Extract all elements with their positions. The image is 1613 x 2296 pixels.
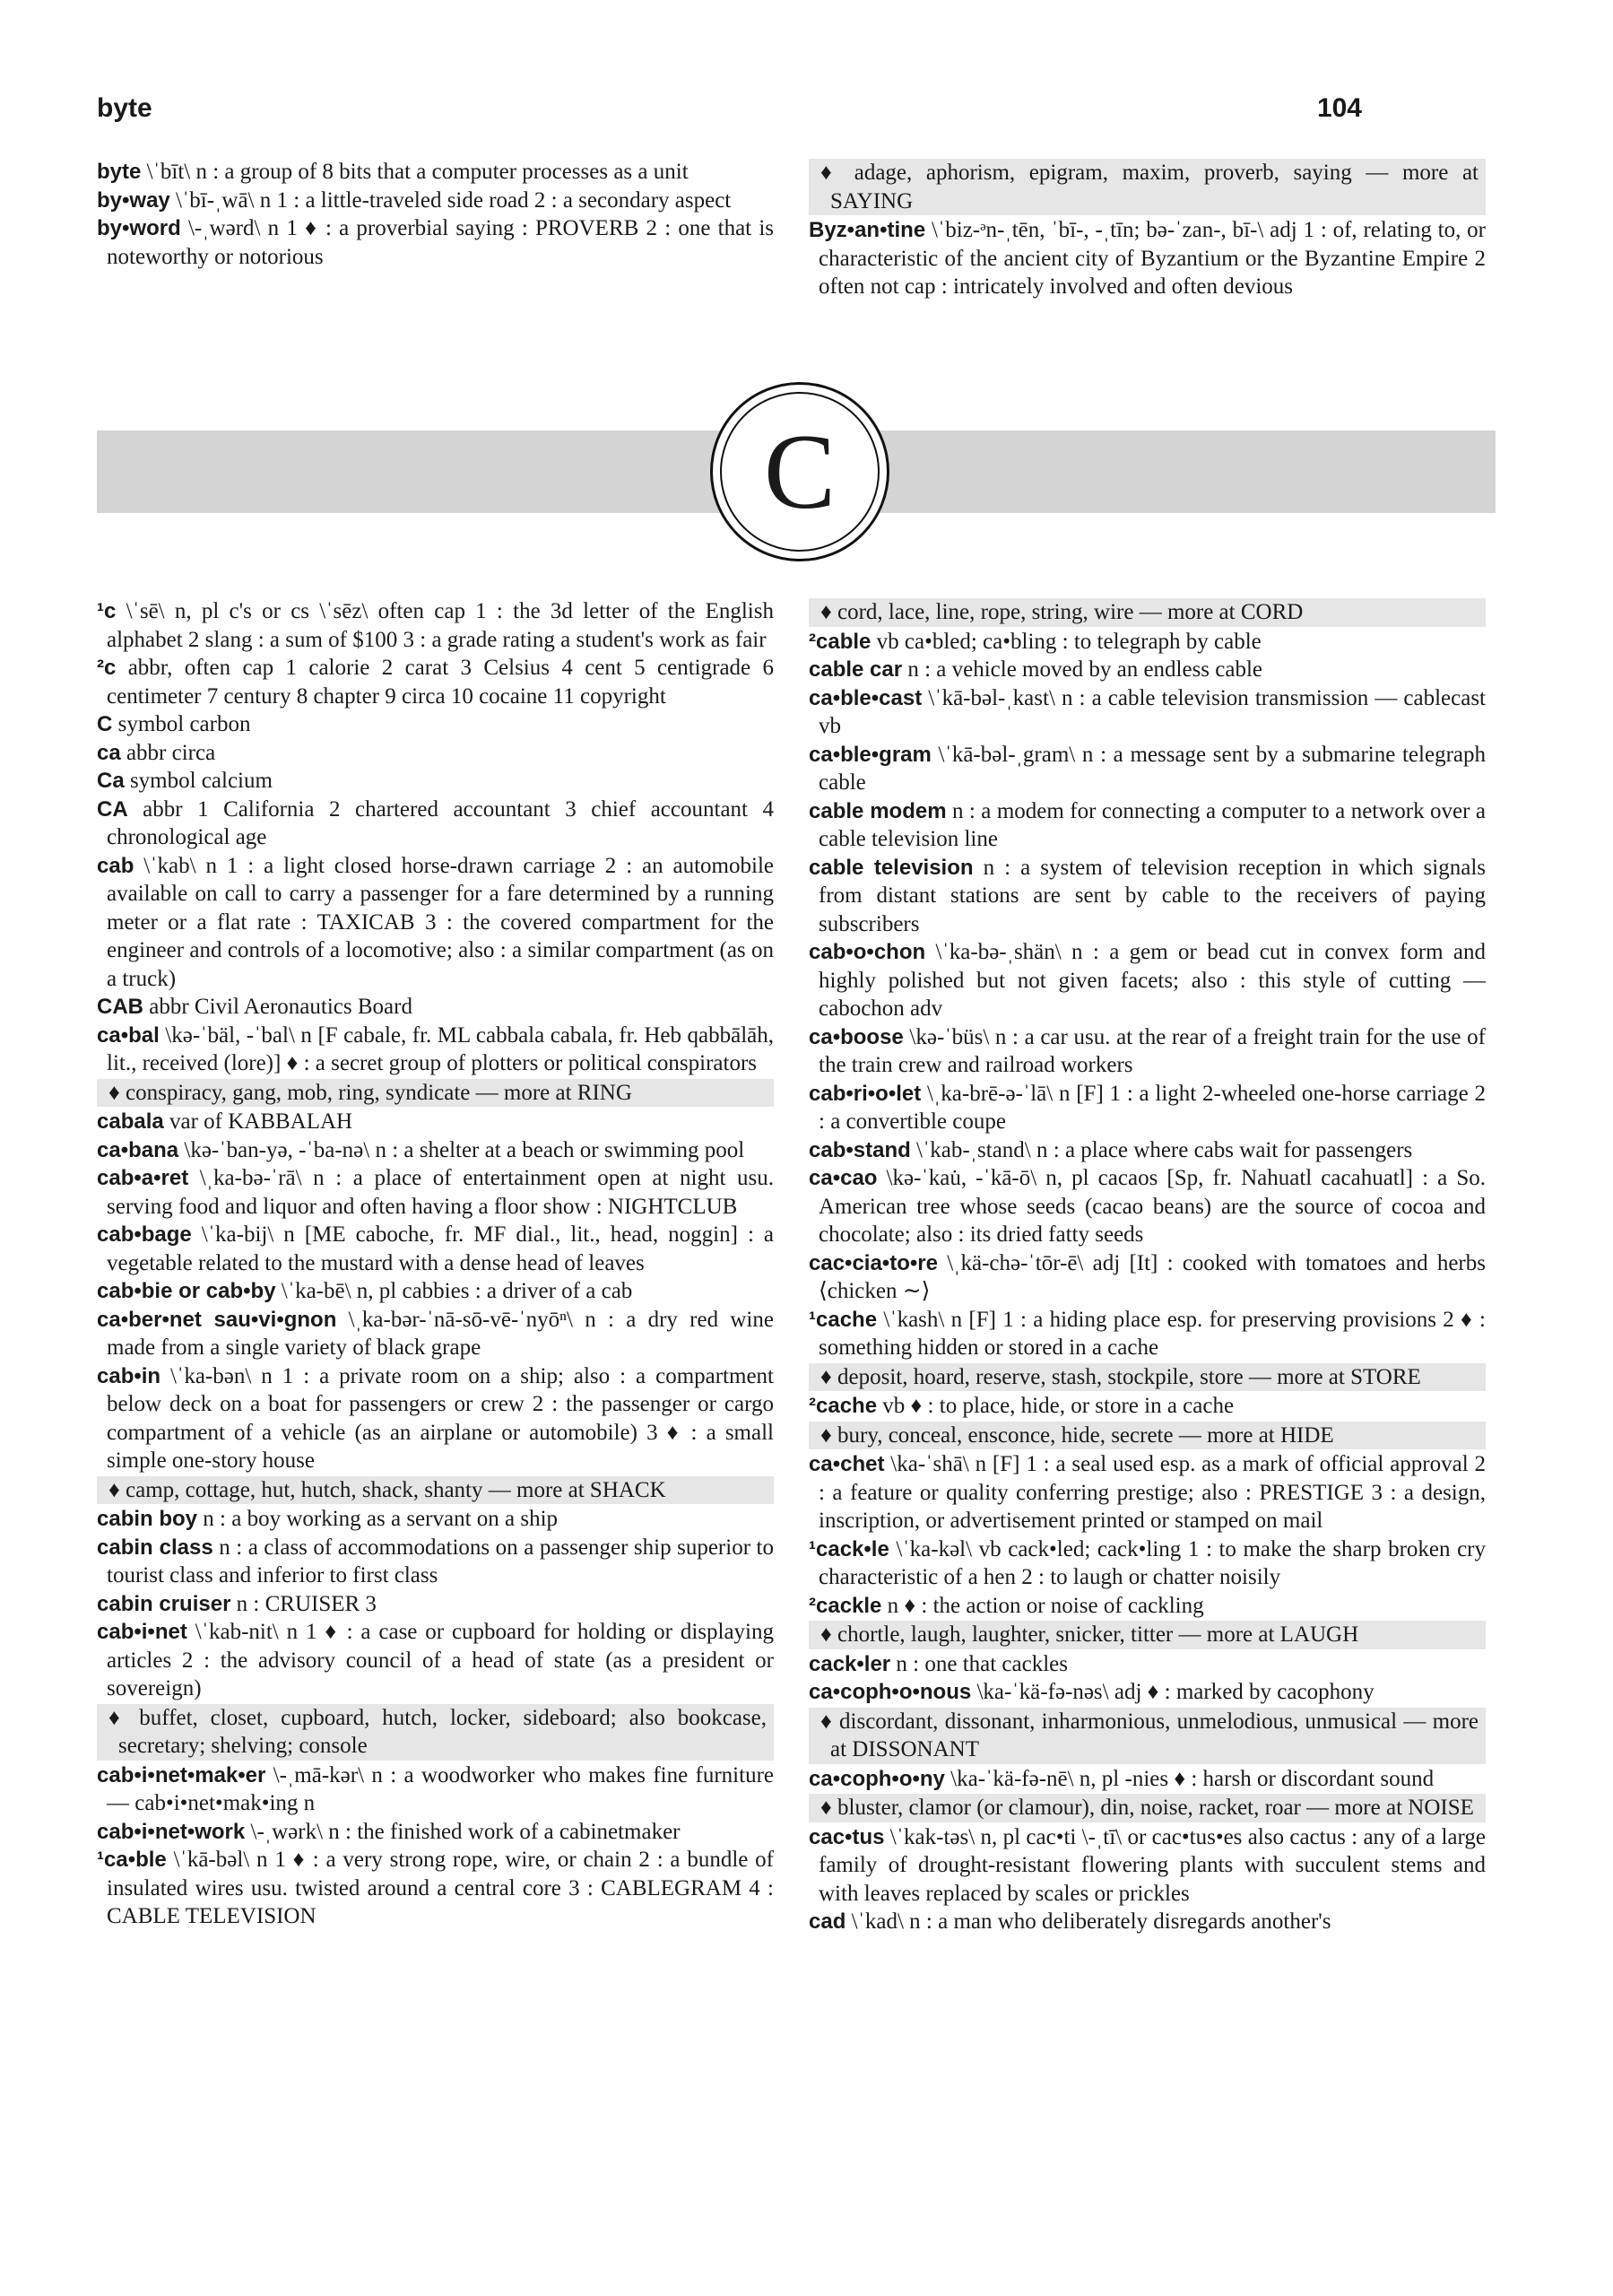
- headword: cad: [809, 1909, 846, 1934]
- definition: \ˈbīt\ n : a group of 8 bits that a computer processes as a unit: [141, 160, 689, 184]
- headword: ca•bana: [97, 1137, 179, 1162]
- synonym-box: [809, 1422, 1486, 1450]
- definition: abbr 1 California 2 chartered accountant 3 chief accountant 4 chronological age: [107, 796, 774, 849]
- dictionary-entry: [809, 1249, 1486, 1306]
- page-number: 104: [1316, 93, 1362, 123]
- dictionary-entry: [97, 852, 774, 994]
- dictionary-entry: [809, 1164, 1486, 1249]
- synonym-list: ♦ conspiracy, gang, mob, ring, syndicate — more at RING: [108, 1080, 632, 1105]
- definition: \ˈbiz-ᵊn-ˌtēn, ˈbī-, -ˌtīn; bə-ˈzan-, bī-\ adj 1 : of, relating to, or characteristic of the ancient city of Byzantium or the Byzantine Empire 2 often not cap : intricately involved and often devious: [819, 218, 1486, 299]
- headword: cab•bage: [97, 1222, 192, 1247]
- dictionary-entry: [809, 1535, 1486, 1592]
- left-column: [97, 597, 774, 1931]
- definition: \ˈkab\ n 1 : a light closed horse-drawn carriage 2 : an automobile available on call to carry a passenger for a fare determined by a running meter or a flat rate : TAXICAB 3 : the covered compartment for the engineer and controls of a locomotive; also : a similar compartment (as on a truck): [107, 853, 774, 991]
- headword: cabala: [97, 1109, 164, 1134]
- headword: cack•ler: [809, 1651, 891, 1676]
- dictionary-entry: [809, 1450, 1486, 1535]
- synonym-list: ♦ chortle, laugh, laughter, snicker, titter — more at LAUGH: [820, 1622, 1359, 1647]
- dictionary-entry: [809, 1136, 1486, 1165]
- definition: n : a vehicle moved by an endless cable: [902, 657, 1263, 682]
- headword: ²c: [97, 656, 117, 680]
- headword: CAB: [97, 995, 143, 1019]
- synonym-list: ♦ camp, cottage, hut, hutch, shack, shanty — more at SHACK: [108, 1477, 666, 1502]
- dictionary-entry: [809, 1592, 1486, 1621]
- headword: cac•cia•to•re: [809, 1250, 938, 1275]
- definition: \-ˌmā-kər\ n : a woodworker who makes fine furniture — cab•i•net•mak•ing n: [107, 1762, 774, 1815]
- dictionary-entry: [97, 1362, 774, 1475]
- dictionary-entry: [809, 216, 1486, 301]
- headword: cabin cruiser: [97, 1591, 231, 1616]
- headword: byte: [97, 160, 142, 184]
- dictionary-entry: [809, 1765, 1486, 1794]
- headword: cable television: [809, 855, 974, 880]
- headword: ²cable: [809, 629, 872, 654]
- definition: \ka-ˈkä-fə-nəs\ adj ♦ : marked by cacophony: [971, 1680, 1375, 1704]
- dictionary-entry: [809, 938, 1486, 1023]
- headword: cab•ri•o•let: [809, 1081, 922, 1106]
- definition: \ˌka-bə-ˈrā\ n : a place of entertainment open at night usu. serving food and liquor and often having a floor show : NIGHTCLUB: [107, 1166, 774, 1219]
- definition: \ˈbī-ˌwā\ n 1 : a little-traveled side road 2 : a secondary aspect: [169, 187, 732, 213]
- definition: \ˌka-bər-ˈnā-sō-vē-ˈnyōⁿ\ n : a dry red wine made from a single variety of black grape: [107, 1307, 774, 1360]
- synonym-box: [97, 1704, 774, 1761]
- headword: by•word: [97, 216, 181, 240]
- dictionary-entry: [97, 1022, 774, 1078]
- definition: \ˌka-brē-ə-ˈlā\ n [F] 1 : a light 2-wheeled one-horse carriage 2 : a convertible coupe: [819, 1081, 1486, 1134]
- definition: n : a system of television reception in which signals from distant stations are sent by cable to the receivers of paying subscribers: [819, 855, 1486, 936]
- definition: \ˈka-bij\ n [ME caboche, fr. MF dial., lit., head, noggin] : a vegetable related to the mustard with a dense head of leaves: [107, 1222, 774, 1275]
- dictionary-entry: [97, 1761, 774, 1818]
- headword: ca•ble•cast: [809, 685, 923, 710]
- headword: C: [97, 712, 113, 736]
- definition: symbol calcium: [124, 769, 273, 793]
- synonym-box: [809, 1794, 1486, 1822]
- section-letter-emblem: [710, 382, 889, 561]
- synonym-box: [809, 1621, 1486, 1649]
- definition: \ˈka-bən\ n 1 : a private room on a ship; also : a compartment below deck on a boat for passengers or crew 2 : the passenger or cargo compartment of a vehicle (as an airplane or automobile) 3 ♦ : a small simple one-story house: [107, 1363, 774, 1473]
- dictionary-entry: [809, 1678, 1486, 1707]
- dictionary-entry: [809, 797, 1486, 854]
- headword: ²cache: [809, 1394, 878, 1418]
- headword: ca•cao: [809, 1166, 878, 1190]
- definition: abbr circa: [120, 740, 216, 765]
- synonym-box: [809, 1363, 1486, 1392]
- dictionary-entry: [97, 1818, 774, 1847]
- headword: ¹cack•le: [809, 1536, 889, 1561]
- headword: by•way: [97, 187, 170, 213]
- definition: \kə-ˈbäl, -ˈbal\ n [F cabale, fr. ML cabbala cabala, fr. Heb qabbālāh, lit., received (lore)] ♦ : a secret group of plotters or political conspirators: [107, 1022, 774, 1075]
- synonym-list: ♦ bluster, clamor (or clamour), din, noise, racket, roar — more at NOISE: [820, 1796, 1474, 1820]
- dictionary-entry: [97, 654, 774, 710]
- dictionary-entry: [97, 767, 774, 796]
- synonym-list: ♦ bury, conceal, ensconce, hide, secrete — more at HIDE: [820, 1422, 1334, 1448]
- headword: ca•ble•gram: [809, 742, 932, 767]
- headword: cable modem: [809, 798, 947, 823]
- headword: ca•boose: [809, 1024, 904, 1049]
- dictionary-entry: [97, 1108, 774, 1136]
- definition: n : a modem for connecting a computer to a network over a cable television line: [819, 798, 1486, 851]
- dictionary-entry: [809, 1306, 1486, 1362]
- dictionary-entry: [97, 597, 774, 654]
- definition: n ♦ : the action or noise of cackling: [881, 1593, 1204, 1618]
- dictionary-entry: [97, 1136, 774, 1165]
- synonym-list: ♦ buffet, closet, cupboard, hutch, locker, sideboard; also bookcase, secretary; shelving; console: [108, 1705, 767, 1758]
- synonym-box: [97, 1476, 774, 1505]
- synonym-list: ♦ cord, lace, line, rope, string, wire — more at CORD: [820, 600, 1304, 624]
- synonym-box: [809, 159, 1486, 215]
- headword: cab•i•net•mak•er: [97, 1762, 266, 1787]
- headword: ca•bal: [97, 1022, 160, 1048]
- dictionary-entry: [97, 187, 774, 215]
- dictionary-entry: [809, 1650, 1486, 1679]
- definition: \ka-ˈshā\ n [F] 1 : a seal used esp. as a mark of official approval 2 : a feature or quality conferring prestige; also : PRESTIGE 3 : a design, inscription, or advertisement printed or stamped on mail: [819, 1452, 1486, 1533]
- right-column: [809, 597, 1486, 1936]
- dictionary-entry: [97, 158, 774, 187]
- definition: \ˌkä-chə-ˈtōr-ē\ adj [It] : cooked with tomatoes and herbs ⟨chicken ∼⟩: [819, 1250, 1486, 1303]
- dictionary-entry: [97, 1164, 774, 1221]
- headword: cab•bie or cab•by: [97, 1279, 276, 1303]
- dictionary-entry: [809, 1908, 1486, 1936]
- definition: symbol carbon: [112, 712, 251, 736]
- synonym-box: [809, 598, 1486, 627]
- definition: n : a class of accommodations on a passenger ship superior to tourist class and inferior to first class: [107, 1535, 774, 1587]
- dictionary-entry: [809, 741, 1486, 797]
- headword: CA: [97, 796, 128, 822]
- definition: var of KABBALAH: [163, 1109, 353, 1134]
- dictionary-entry: [97, 993, 774, 1022]
- synonym-list: ♦ adage, aphorism, epigram, maxim, proverb, saying — more at SAYING: [820, 161, 1479, 213]
- definition: \kə-ˈkau̇, -ˈkā-ō\ n, pl cacaos [Sp, fr. Nahuatl cacahuatl] : a So. American tree whose seeds (cacao beans) are the source of cocoa and chocolate; also : its dried fatty seeds: [819, 1166, 1486, 1247]
- dictionary-entry: [809, 1080, 1486, 1136]
- dictionary-entry: [809, 1392, 1486, 1421]
- definition: vb ca•bled; ca•bling : to telegraph by cable: [871, 629, 1262, 654]
- headword: ¹c: [97, 599, 117, 623]
- dictionary-entry: [97, 1590, 774, 1619]
- definition: \-ˌwərd\ n 1 ♦ : a proverbial saying : PROVERB 2 : one that is noteworthy or notorious: [107, 216, 774, 269]
- headword: ca•ber•net sau•vi•gnon: [97, 1307, 337, 1332]
- synonym-list: ♦ discordant, dissonant, inharmonious, unmelodious, unmusical — more at DISSONANT: [820, 1709, 1479, 1761]
- definition: \kə-ˈbüs\ n : a car usu. at the rear of a freight train for the use of the train crew and railroad workers: [819, 1024, 1486, 1077]
- dictionary-entry: [97, 1846, 774, 1931]
- definition: \ˈkab-ˌstand\ n : a place where cabs wait for passengers: [910, 1137, 1413, 1162]
- headword: ca: [97, 740, 121, 765]
- definition: \ˈkā-bəl\ n 1 ♦ : a very strong rope, wire, or chain 2 : a bundle of insulated wires usu. twisted around a central core 3 : CABLEGRAM 4 : CABLE TELEVISION: [107, 1848, 774, 1928]
- definition: abbr Civil Aeronautics Board: [143, 995, 412, 1019]
- headword: Ca: [97, 769, 125, 793]
- definition: \ˈsē\ n, pl c's or cs \ˈsēz\ often cap 1 : the 3d letter of the English alphabet 2 slang : a sum of $100 3 : a grade rating a student's work as fair: [107, 599, 774, 652]
- dictionary-entry: [97, 1221, 774, 1277]
- headword: ca•coph•o•nous: [809, 1680, 972, 1704]
- dictionary-entry: [97, 214, 774, 271]
- dictionary-entry: [809, 1023, 1486, 1080]
- dictionary-entry: [97, 1306, 774, 1362]
- definition: n : one that cackles: [890, 1651, 1068, 1676]
- headword: cac•tus: [809, 1824, 885, 1849]
- dictionary-entry: [97, 796, 774, 852]
- synonym-box: [809, 1708, 1486, 1764]
- top-left-column: [97, 158, 774, 271]
- definition: \ka-ˈkä-fə-nē\ n, pl -nies ♦ : harsh or discordant sound: [944, 1766, 1435, 1791]
- headword: Byz•an•tine: [809, 218, 926, 242]
- dictionary-entry: [97, 1505, 774, 1534]
- headword: cab•i•net: [97, 1620, 187, 1644]
- definition: \-ˌwərk\ n : the finished work of a cabinetmaker: [245, 1819, 681, 1844]
- dictionary-entry: [809, 1823, 1486, 1909]
- headword: cab•a•ret: [97, 1166, 189, 1190]
- headword: cab•i•net•work: [97, 1819, 246, 1844]
- section-letter: C: [763, 412, 837, 531]
- dictionary-entry: [809, 684, 1486, 741]
- headword: ¹ca•ble: [97, 1848, 167, 1872]
- headword: cab: [97, 853, 134, 878]
- dictionary-entry: [97, 1277, 774, 1306]
- definition: \ˈkā-bəl-ˌgram\ n : a message sent by a submarine telegraph cable: [819, 742, 1486, 795]
- headword: ca•coph•o•ny: [809, 1766, 945, 1791]
- definition: \ˈkā-bəl-ˌkast\ n : a cable television transmission — cablecast vb: [819, 685, 1486, 738]
- dictionary-entry: [97, 1618, 774, 1703]
- headword: cable car: [809, 657, 903, 682]
- headword: cab•in: [97, 1363, 161, 1388]
- definition: \ˈka-bə-ˌshän\ n : a gem or bead cut in convex form and highly polished but not given facets; also : this style of cutting — cabochon adv: [819, 940, 1486, 1021]
- top-right-column: [809, 158, 1486, 301]
- definition: n : a boy working as a servant on a ship: [197, 1507, 559, 1531]
- definition: \ˈkab-nit\ n 1 ♦ : a case or cupboard for holding or displaying articles 2 : the advisory council of a head of state (as a president or sovereign): [107, 1620, 774, 1700]
- definition: abbr, often cap 1 calorie 2 carat 3 Celsius 4 cent 5 centigrade 6 centimeter 7 century 8 chapter 9 circa 10 cocaine 11 copyright: [107, 656, 774, 709]
- definition: \kə-ˈban-yə, -ˈba-nə\ n : a shelter at a beach or swimming pool: [178, 1137, 745, 1162]
- dictionary-entry: [97, 739, 774, 768]
- dictionary-entry: [809, 628, 1486, 657]
- definition: \ˈka-kəl\ vb cack•led; cack•ling 1 : to make the sharp broken cry characteristic of a hen 2 : to laugh or chatter noisily: [819, 1536, 1486, 1589]
- headword: cabin boy: [97, 1507, 198, 1531]
- synonym-list: ♦ deposit, hoard, reserve, stash, stockpile, store — more at STORE: [820, 1364, 1421, 1389]
- definition: vb ♦ : to place, hide, or store in a cache: [877, 1394, 1235, 1418]
- definition: \ˈkash\ n [F] 1 : a hiding place esp. for preserving provisions 2 ♦ : something hidden or stored in a cache: [819, 1307, 1486, 1360]
- definition: n : CRUISER 3: [230, 1591, 377, 1616]
- definition: \ˈka-bē\ n, pl cabbies : a driver of a cab: [275, 1279, 633, 1303]
- dictionary-entry: [809, 656, 1486, 684]
- synonym-box: [97, 1079, 774, 1108]
- guide-word: byte: [97, 93, 152, 123]
- definition: \ˈkak-təs\ n, pl cac•ti \-ˌtī\ or cac•tus•es also cactus : any of a large family of drought-resistant flowering plants with succulent stems and with leaves replaced by scales or prickles: [819, 1824, 1486, 1906]
- dictionary-entry: [97, 710, 774, 739]
- dictionary-entry: [97, 1534, 774, 1590]
- headword: ²cackle: [809, 1593, 882, 1618]
- dictionary-entry: [809, 854, 1486, 939]
- definition: \ˈkad\ n : a man who deliberately disregards another's: [846, 1909, 1331, 1934]
- headword: cab•stand: [809, 1137, 911, 1162]
- headword: ¹cache: [809, 1307, 878, 1332]
- headword: cab•o•chon: [809, 940, 926, 964]
- headword: ca•chet: [809, 1452, 885, 1476]
- headword: cabin class: [97, 1535, 213, 1560]
